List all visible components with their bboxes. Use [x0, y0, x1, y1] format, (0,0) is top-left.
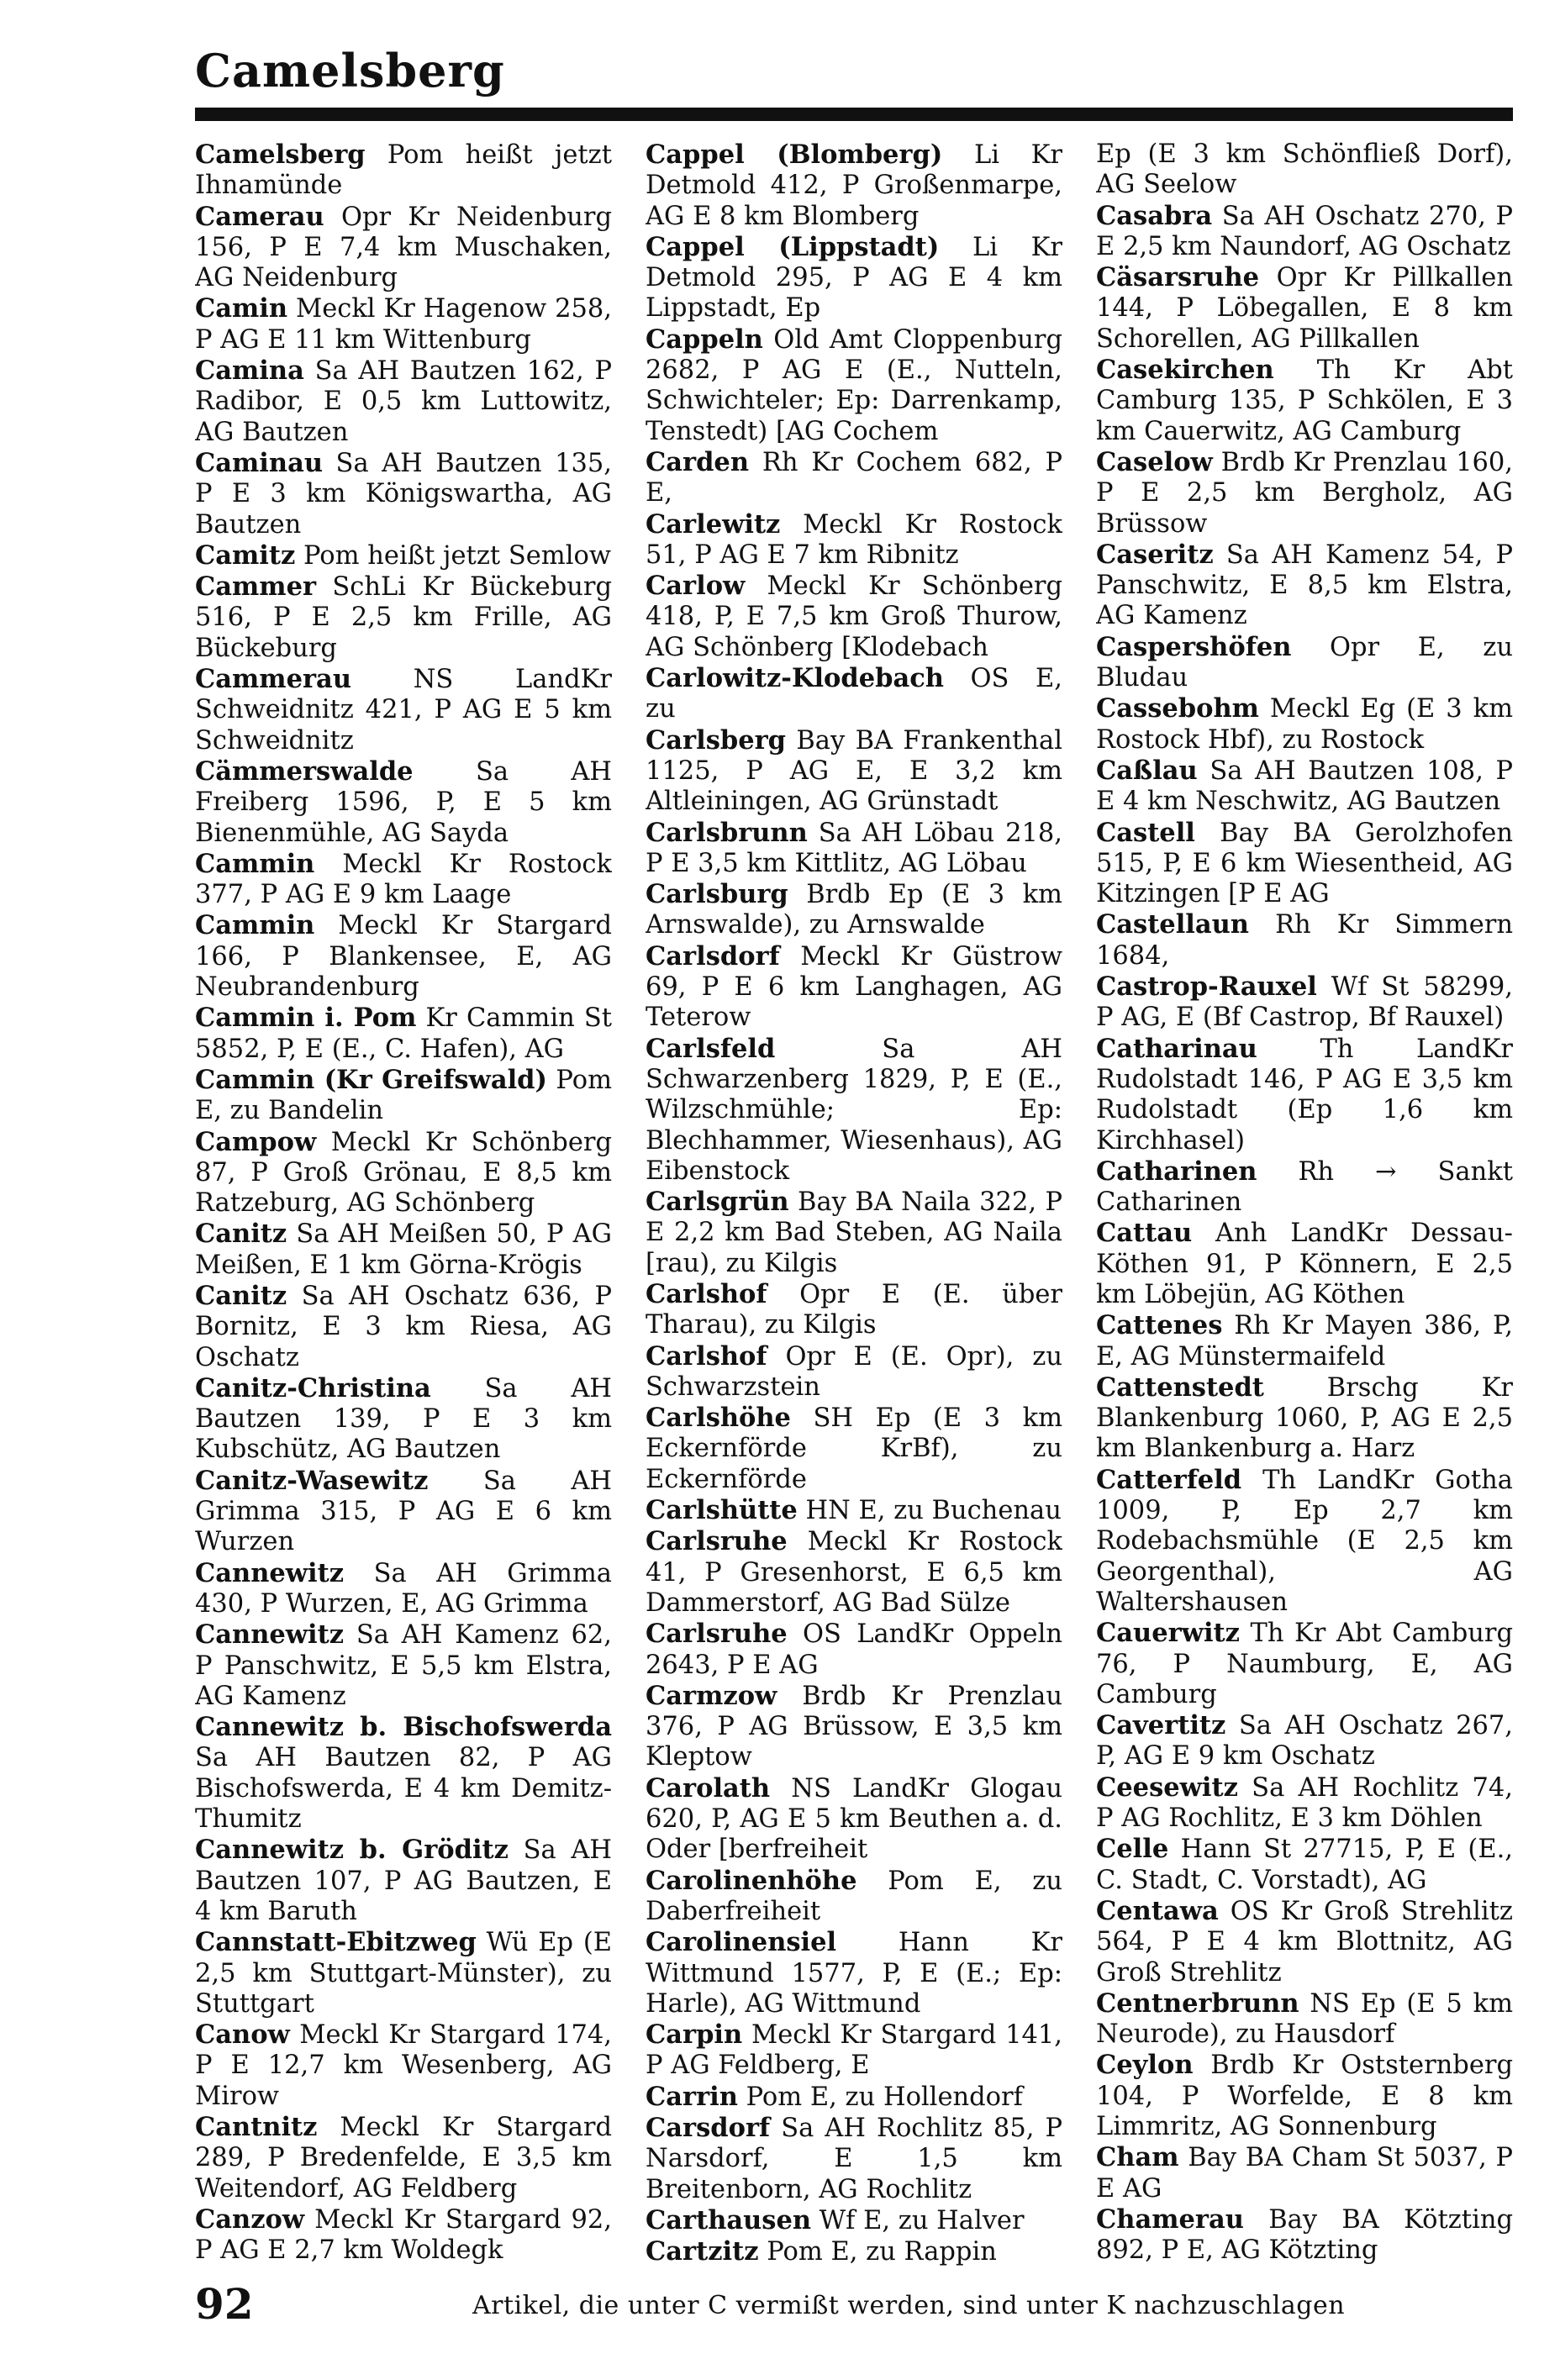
entry-text: Sa AH Rochlitz 85, P Narsdorf, E 1,5 km Breitenborn, AG Rochlitz	[646, 2114, 1062, 2204]
entry-term: Ceylon	[1096, 2050, 1194, 2081]
entry-term: Cappeln	[646, 324, 763, 355]
entry-text: Rh Kr Cochem 682, P E,	[646, 447, 1062, 508]
entry-term: Canzow	[195, 2204, 305, 2235]
entry	[1096, 201, 1513, 263]
entry-term: Camelsberg	[195, 140, 366, 170]
entry-text: SchLi Kr Bückeburg 516, P E 2,5 km Frille, AG Bückeburg	[195, 572, 612, 663]
entry-term: Campow	[195, 1126, 317, 1157]
entry-text: Meckl Kr Stargard 92, P AG E 2,7 km Woldegk	[195, 2204, 612, 2266]
entry-term: Catterfeld	[1096, 1464, 1242, 1495]
entry-term: Carmzow	[646, 1680, 777, 1711]
entry	[1096, 262, 1513, 355]
entry-term: Cannewitz	[195, 1557, 345, 1588]
entry-text: Th Kr Abt Camburg 135, P Schkölen, E 3 km Cauerwitz, AG Camburg	[1096, 355, 1513, 446]
entry-text: Th LandKr Rudolstadt 146, P AG E 3,5 km Rudolstadt (Ep 1,6 km Kirchhasel)	[1096, 1034, 1513, 1156]
entry-term: Cham	[1096, 2142, 1179, 2173]
entry-text: Hann Kr Wittmund 1577, P, E (E.; Ep: Harle), AG Wittmund	[646, 1928, 1062, 2019]
entry-text: Meckl Kr Stargard 174, P E 12,7 km Wesenberg, AG Mirow	[195, 2020, 612, 2111]
entry	[195, 448, 612, 540]
entry-text: Bay BA Gerolzhofen 515, P, E 6 km Wiesentheid, AG Kitzingen [P E AG	[1096, 818, 1513, 909]
entry-text: Sa AH Kamenz 54, P Panschwitz, E 8,5 km Elstra, AG Kamenz	[1096, 540, 1513, 631]
entry-term: Cammin	[195, 848, 315, 879]
entry-text: Bay BA Frankenthal 1125, P AG E, E 3,2 km Altleiningen, AG Grünstadt	[646, 725, 1062, 817]
entry-term: Caspershöfen	[1096, 631, 1292, 662]
entry	[1096, 140, 1513, 201]
entry-text: Wf St 58299, P AG, E (Bf Castrop, Bf Rauxel)	[1096, 972, 1513, 1033]
entry-text: Opr E, zu Bludau	[1096, 632, 1513, 693]
entry	[646, 2082, 1062, 2113]
entry	[646, 1927, 1062, 2019]
entry-text: OS LandKr Oppeln 2643, P E AG	[646, 1619, 1062, 1680]
entry-term: Caseritz	[1096, 539, 1214, 570]
entry-text: Hann St 27715, P, E (E., C. Stadt, C. Vorstadt), AG	[1096, 1835, 1513, 1895]
entry-term: Cämmerswalde	[195, 756, 414, 787]
entry-term: Canitz	[195, 1219, 287, 1250]
entry-term: Catharinen	[1096, 1156, 1257, 1187]
entry-term: Cattenstedt	[1096, 1372, 1264, 1403]
entry	[646, 941, 1062, 1034]
entry-term: Cappel (Lippstadt)	[646, 231, 940, 262]
entry-text: Opr E (E. Opr), zu Schwarzstein	[646, 1341, 1062, 1402]
entry	[1096, 818, 1513, 910]
entry-text: Meckl Eg (E 3 km Rostock Hbf), zu Rostock	[1096, 694, 1513, 755]
page-header-title: Camelsberg	[195, 44, 505, 97]
entry	[195, 571, 612, 664]
entry-text: Brschg Kr Blankenburg 1060, P, AG E 2,5 km Blankenburg a. Harz	[1096, 1372, 1513, 1464]
entry-term: Camin	[195, 293, 288, 324]
entry-term: Carolath	[646, 1772, 771, 1803]
entry	[646, 1495, 1062, 1526]
entry-text: Pom E, zu Daberfreiheit	[646, 1866, 1062, 1926]
entry-term: Canitz	[195, 1280, 287, 1311]
entry-term: Casabra	[1096, 200, 1213, 231]
entry-term: Carlsruhe	[646, 1526, 788, 1557]
entry	[646, 1279, 1062, 1341]
entry-text: Sa AH Bautzen 135, P E 3 km Königswartha, AG Bautzen	[195, 448, 612, 540]
entry	[1096, 632, 1513, 694]
entry-text: SH Ep (E 3 km Eckernförde KrBf), zu Eckernförde	[646, 1403, 1062, 1494]
entry-term: Chamerau	[1096, 2204, 1244, 2235]
entry-text: Meckl Kr Stargard 166, P Blankensee, E, AG Neubrandenburg	[195, 911, 612, 1003]
entry-text: Pom E, zu Rappin	[767, 2237, 997, 2266]
entry-term: Canitz-Wasewitz	[195, 1465, 429, 1496]
entry	[646, 232, 1062, 324]
entry	[646, 725, 1062, 818]
entry-term: Cammer	[195, 571, 317, 603]
entry-term: Carlshof	[646, 1340, 767, 1372]
entry-text: Pom E, zu Hollendorf	[746, 2082, 1023, 2112]
entry-term: Cammin	[195, 910, 315, 941]
entry-term: Carpin	[646, 2019, 743, 2051]
entry	[646, 1526, 1062, 1619]
entry	[195, 540, 612, 571]
entry-term: Carthausen	[646, 2204, 812, 2235]
entry-term: Carden	[646, 446, 750, 477]
entry-term: Carolinenhöhe	[646, 1865, 857, 1896]
entry	[1096, 1618, 1513, 1710]
entry	[646, 140, 1062, 232]
entry-text: Th Kr Abt Camburg 76, P Naumburg, E, AG Camburg	[1096, 1619, 1513, 1709]
entry	[1096, 1465, 1513, 1618]
entry-term: Carlsruhe	[646, 1619, 788, 1650]
entry-text: Ep (E 3 km Schönfließ Dorf), AG Seelow	[1096, 140, 1513, 200]
column-3	[1096, 140, 1513, 2266]
entry-term: Cannewitz	[195, 1619, 345, 1651]
entry-text: Sa AH Freiberg 1596, P, E 5 km Bienenmühle, AG Sayda	[195, 756, 612, 848]
entry	[646, 1866, 1062, 1928]
entry	[1096, 2204, 1513, 2266]
entry	[195, 1712, 612, 1835]
entry-term: Caminau	[195, 447, 324, 478]
entry	[1096, 1156, 1513, 1219]
entry-text: Wü Ep (E 2,5 km Stuttgart-Münster), zu Stuttgart	[195, 1928, 612, 2019]
entry	[195, 202, 612, 294]
entry-term: Casekirchen	[1096, 355, 1274, 386]
entry	[646, 1341, 1062, 1403]
entry-text: NS LandKr Glogau 620, P, AG E 5 km Beuthen a. d. Oder [berfreiheit	[646, 1773, 1062, 1865]
entry-term: Caselow	[1096, 446, 1213, 477]
entry	[195, 2019, 612, 2112]
entry-text: Sa AH Grimma 315, P AG E 6 km Wurzen	[195, 1466, 612, 1557]
entry-text: HN E, zu Buchenau	[805, 1496, 1062, 1526]
entry	[1096, 1034, 1513, 1156]
entry-term: Canitz-Christina	[195, 1372, 431, 1403]
entry-text: Bay BA Naila 322, P E 2,2 km Bad Steben, AG Naila [rau), zu Kilgis	[646, 1187, 1062, 1278]
entry	[646, 447, 1062, 509]
entry-columns	[195, 140, 1513, 2266]
entry-text: Sa AH Rochlitz 74, P AG Rochlitz, E 3 km Döhlen	[1096, 1772, 1513, 1834]
entry	[195, 140, 612, 202]
entry-text: Pom E, zu Bandelin	[195, 1065, 612, 1126]
entry	[646, 2205, 1062, 2236]
entry-text: Pom heißt jetzt Ihnamünde	[195, 140, 612, 201]
entry-text: Th LandKr Gotha 1009, P, Ep 2,7 km Rodebachsmühle (E 2,5 km Georgenthal), AG Waltershausen	[1096, 1465, 1513, 1617]
entry-term: Cattenes	[1096, 1310, 1223, 1341]
entry	[646, 1619, 1062, 1681]
entry-text: Li Kr Detmold 295, P AG E 4 km Lippstadt, Ep	[646, 232, 1062, 324]
entry-term: Carsdorf	[646, 2113, 771, 2143]
entry-term: Castell	[1096, 817, 1195, 848]
entry-term: Centnerbrunn	[1096, 1988, 1299, 2019]
entry-text: Rh Kr Simmern 1684,	[1096, 910, 1513, 971]
entry	[1096, 1834, 1513, 1896]
entry-term: Centawa	[1096, 1895, 1219, 1926]
entry	[1096, 909, 1513, 971]
entry-text: Meckl Kr Schönberg 87, P Groß Grönau, E 8,5 km Ratzeburg, AG Schönberg	[195, 1127, 612, 1219]
entry-term: Castrop-Rauxel	[1096, 971, 1317, 1003]
entry-term: Cassebohm	[1096, 693, 1259, 724]
entry	[195, 2204, 612, 2266]
entry-text: Old Amt Cloppenburg 2682, P AG E (E., Nutteln, Schwichteler; Ep: Darrenkamp, Tenstedt) [AG Cochem	[646, 324, 1062, 446]
entry-text: Sa AH Meißen 50, P AG Meißen, E 1 km Görna-Krögis	[195, 1219, 612, 1280]
entry-text: Opr Kr Pillkallen 144, P Löbegallen, E 8 km Schorellen, AG Pillkallen	[1096, 263, 1513, 354]
entry	[646, 509, 1062, 571]
entry-text: OS Kr Groß Strehlitz 564, P E 4 km Blottnitz, AG Groß Strehlitz	[1096, 1896, 1513, 1988]
entry-term: Carolinensiel	[646, 1927, 837, 1958]
entry-text: Sa AH Bautzen 139, P E 3 km Kubschütz, AG Bautzen	[195, 1373, 612, 1465]
entry	[195, 1219, 612, 1281]
entry	[195, 355, 612, 448]
entry-text: Pom heißt jetzt Semlow	[303, 540, 611, 571]
entry-text: Meckl Kr Rostock 41, P Gresenhorst, E 6,5 km Dammerstorf, AG Bad Sülze	[646, 1527, 1062, 1618]
entry-text: Meckl Kr Stargard 141, P AG Feldberg, E	[646, 2020, 1062, 2081]
entry-text: Sa AH Grimma 430, P Wurzen, E, AG Grimma	[195, 1558, 612, 1619]
entry	[646, 1187, 1062, 1279]
entry-term: Ceesewitz	[1096, 1772, 1238, 1803]
entry-text: Rh → Sankt Catharinen	[1096, 1156, 1513, 1218]
entry	[646, 2113, 1062, 2205]
entry-term: Canow	[195, 2019, 290, 2051]
entry-text: OS E, zu	[646, 664, 1062, 724]
entry-text: Sa AH Kamenz 62, P Panschwitz, E 5,5 km Elstra, AG Kamenz	[195, 1620, 612, 1711]
entry	[195, 1003, 612, 1065]
entry	[1096, 693, 1513, 756]
entry-text: Sa AH Oschatz 636, P Bornitz, E 3 km Riesa, AG Oschatz	[195, 1281, 612, 1372]
entry	[195, 1558, 612, 1620]
entry-text: NS LandKr Schweidnitz 421, P AG E 5 km Schweidnitz	[195, 665, 612, 756]
entry-text: Sa AH Schwarzenberg 1829, P, E (E., Wilzschmühle; Ep: Blechhammer, Wiesenhaus), AG Eibenstock	[646, 1034, 1062, 1186]
entry	[1096, 1218, 1513, 1310]
entry-text: Meckl Kr Schönberg 418, P, E 7,5 km Groß Thurow, AG Schönberg [Klodebach	[646, 571, 1062, 662]
entry	[646, 879, 1062, 941]
entry-term: Cannstatt-Ebitzweg	[195, 1927, 477, 1958]
entry-term: Celle	[1096, 1834, 1169, 1865]
entry	[195, 1127, 612, 1219]
entry-term: Cantnitz	[195, 2112, 318, 2142]
entry-term: Cammin (Kr Greifswald)	[195, 1064, 547, 1095]
page-footer	[195, 2279, 1513, 2338]
entry-term: Carlsbrunn	[646, 817, 808, 848]
entry	[195, 293, 612, 355]
entry	[646, 1773, 1062, 1866]
entry	[1096, 355, 1513, 447]
entry	[195, 849, 612, 911]
entry-term: Cammerau	[195, 664, 351, 695]
entry	[1096, 2142, 1513, 2204]
entry-text: Meckl Kr Stargard 289, P Bredenfelde, E 3,5 km Weitendorf, AG Feldberg	[195, 2113, 612, 2204]
entry	[646, 324, 1062, 447]
entry-text: Rh Kr Mayen 386, P, E, AG Münstermaifeld	[1096, 1311, 1513, 1372]
entry-term: Cannewitz b. Bischofswerda	[195, 1712, 612, 1743]
entry-term: Carlsgrün	[646, 1187, 789, 1218]
entry	[1096, 1896, 1513, 1988]
entry	[646, 571, 1062, 663]
entry	[195, 664, 612, 756]
entry-term: Castellaun	[1096, 909, 1249, 940]
entry	[195, 1281, 612, 1373]
entry	[646, 2236, 1062, 2266]
entry-text: Li Kr Detmold 412, P Großenmarpe, AG E 8 km Blomberg	[646, 140, 1062, 231]
entry-term: Carlshof	[646, 1278, 767, 1309]
entry-term: Cappel (Blomberg)	[646, 140, 943, 170]
entry	[1096, 447, 1513, 540]
entry	[1096, 1710, 1513, 1772]
entry-term: Caßlau	[1096, 755, 1198, 786]
entry-text: Bay BA Cham St 5037, P E AG	[1096, 2143, 1513, 2204]
entry-term: Carlsdorf	[646, 940, 780, 971]
entry-term: Carlow	[646, 571, 746, 602]
entry	[646, 818, 1062, 880]
entry-text: Wf E, zu Halver	[819, 2205, 1025, 2235]
entry-term: Catharinau	[1096, 1033, 1257, 1064]
entry-text: Brdb Ep (E 3 km Arnswalde), zu Arnswalde	[646, 880, 1062, 940]
entry-term: Carlshöhe	[646, 1403, 791, 1434]
entry	[1096, 971, 1513, 1034]
entry-text: Sa AH Oschatz 267, P, AG E 9 km Oschatz	[1096, 1711, 1513, 1772]
entry-text: Sa AH Bautzen 107, P AG Bautzen, E 4 km Baruth	[195, 1835, 612, 1926]
entry	[1096, 540, 1513, 632]
entry	[1096, 756, 1513, 818]
entry-text: NS Ep (E 5 km Neurode), zu Hausdorf	[1096, 1988, 1513, 2050]
entry	[195, 756, 612, 849]
entry-term: Carlowitz-Klodebach	[646, 663, 944, 694]
entry	[195, 1373, 612, 1466]
entry-text: Kr Cammin St 5852, P, E (E., C. Hafen), AG	[195, 1003, 612, 1064]
entry-text: Sa AH Bautzen 82, P AG Bischofswerda, E 4 km Demitz-Thumitz	[195, 1743, 612, 1835]
entry-text: Sa AH Oschatz 270, P E 2,5 km Naundorf, AG Oschatz	[1096, 201, 1513, 261]
entry	[1096, 1772, 1513, 1835]
entry-term: Cattau	[1096, 1218, 1193, 1249]
entry	[646, 2019, 1062, 2082]
entry-term: Cammin i. Pom	[195, 1003, 417, 1034]
footer-note: Artikel, die unter C vermißt werden, sind unter K nachzuschlagen	[472, 2291, 1346, 2320]
entry-text: Anh LandKr Dessau-Köthen 91, P Könnern, E 2,5 km Löbejün, AG Köthen	[1096, 1219, 1513, 1309]
entry	[1096, 1372, 1513, 1465]
entry	[195, 2112, 612, 2204]
entry-term: Camerau	[195, 201, 324, 232]
entry-text: Opr Kr Neidenburg 156, P E 7,4 km Muschaken, AG Neidenburg	[195, 202, 612, 293]
entry	[646, 663, 1062, 725]
entry	[646, 1681, 1062, 1773]
entry-text: Brdb Kr Prenzlau 160, P E 2,5 km Bergholz, AG Brüssow	[1096, 447, 1513, 539]
entry	[1096, 1310, 1513, 1372]
entry	[1096, 2050, 1513, 2142]
entry-text: Sa AH Bautzen 108, P E 4 km Neschwitz, AG Bautzen	[1096, 756, 1513, 817]
entry-text: Meckl Kr Rostock 377, P AG E 9 km Laage	[195, 849, 612, 910]
entry	[195, 910, 612, 1003]
entry	[195, 1927, 612, 2019]
entry-term: Carlewitz	[646, 508, 781, 540]
entry	[646, 1034, 1062, 1187]
entry-term: Carlsfeld	[646, 1033, 776, 1064]
entry-text: Meckl Kr Güstrow 69, P E 6 km Langhagen, AG Teterow	[646, 941, 1062, 1033]
entry	[1096, 1988, 1513, 2051]
entry-term: Carlshütte	[646, 1495, 798, 1526]
entry-text: Brdb Kr Prenzlau 376, P AG Brüssow, E 3,5 km Kleptow	[646, 1681, 1062, 1772]
entry-term: Cartzitz	[646, 2236, 759, 2266]
entry-term: Camina	[195, 355, 304, 387]
entry-text: Opr E (E. über Tharau), zu Kilgis	[646, 1279, 1062, 1340]
entry	[195, 1619, 612, 1712]
entry	[195, 1466, 612, 1558]
entry-term: Cäsarsruhe	[1096, 262, 1260, 293]
header-rule	[195, 108, 1513, 121]
column-2	[646, 140, 1062, 2266]
entry-text: Sa AH Bautzen 162, P Radibor, E 0,5 km Luttowitz, AG Bautzen	[195, 356, 612, 447]
entry-text: Bay BA Kötzting 892, P E, AG Kötzting	[1096, 2204, 1513, 2266]
entry-term: Cannewitz b. Gröditz	[195, 1835, 509, 1866]
column-1	[195, 140, 612, 2266]
entry	[195, 1065, 612, 1127]
entry-term: Carlsburg	[646, 879, 788, 910]
entry-term: Cavertitz	[1096, 1710, 1226, 1741]
entry-term: Camitz	[195, 540, 296, 571]
entry	[195, 1835, 612, 1927]
entry-text: Meckl Kr Rostock 51, P AG E 7 km Ribnitz	[646, 509, 1062, 570]
entry-text: Brdb Kr Oststernberg 104, P Worfelde, E 8 km Limmritz, AG Sonnenburg	[1096, 2051, 1513, 2141]
entry-term: Carrin	[646, 2081, 738, 2112]
entry-term: Cauerwitz	[1096, 1618, 1240, 1649]
entry-text: Meckl Kr Hagenow 258, P AG E 11 km Wittenburg	[195, 294, 612, 355]
entry-term: Carlsberg	[646, 724, 786, 756]
page-number: 92	[195, 2279, 254, 2329]
entry-text: Sa AH Löbau 218, P E 3,5 km Kittlitz, AG Löbau	[646, 818, 1062, 878]
entry	[646, 1403, 1062, 1495]
